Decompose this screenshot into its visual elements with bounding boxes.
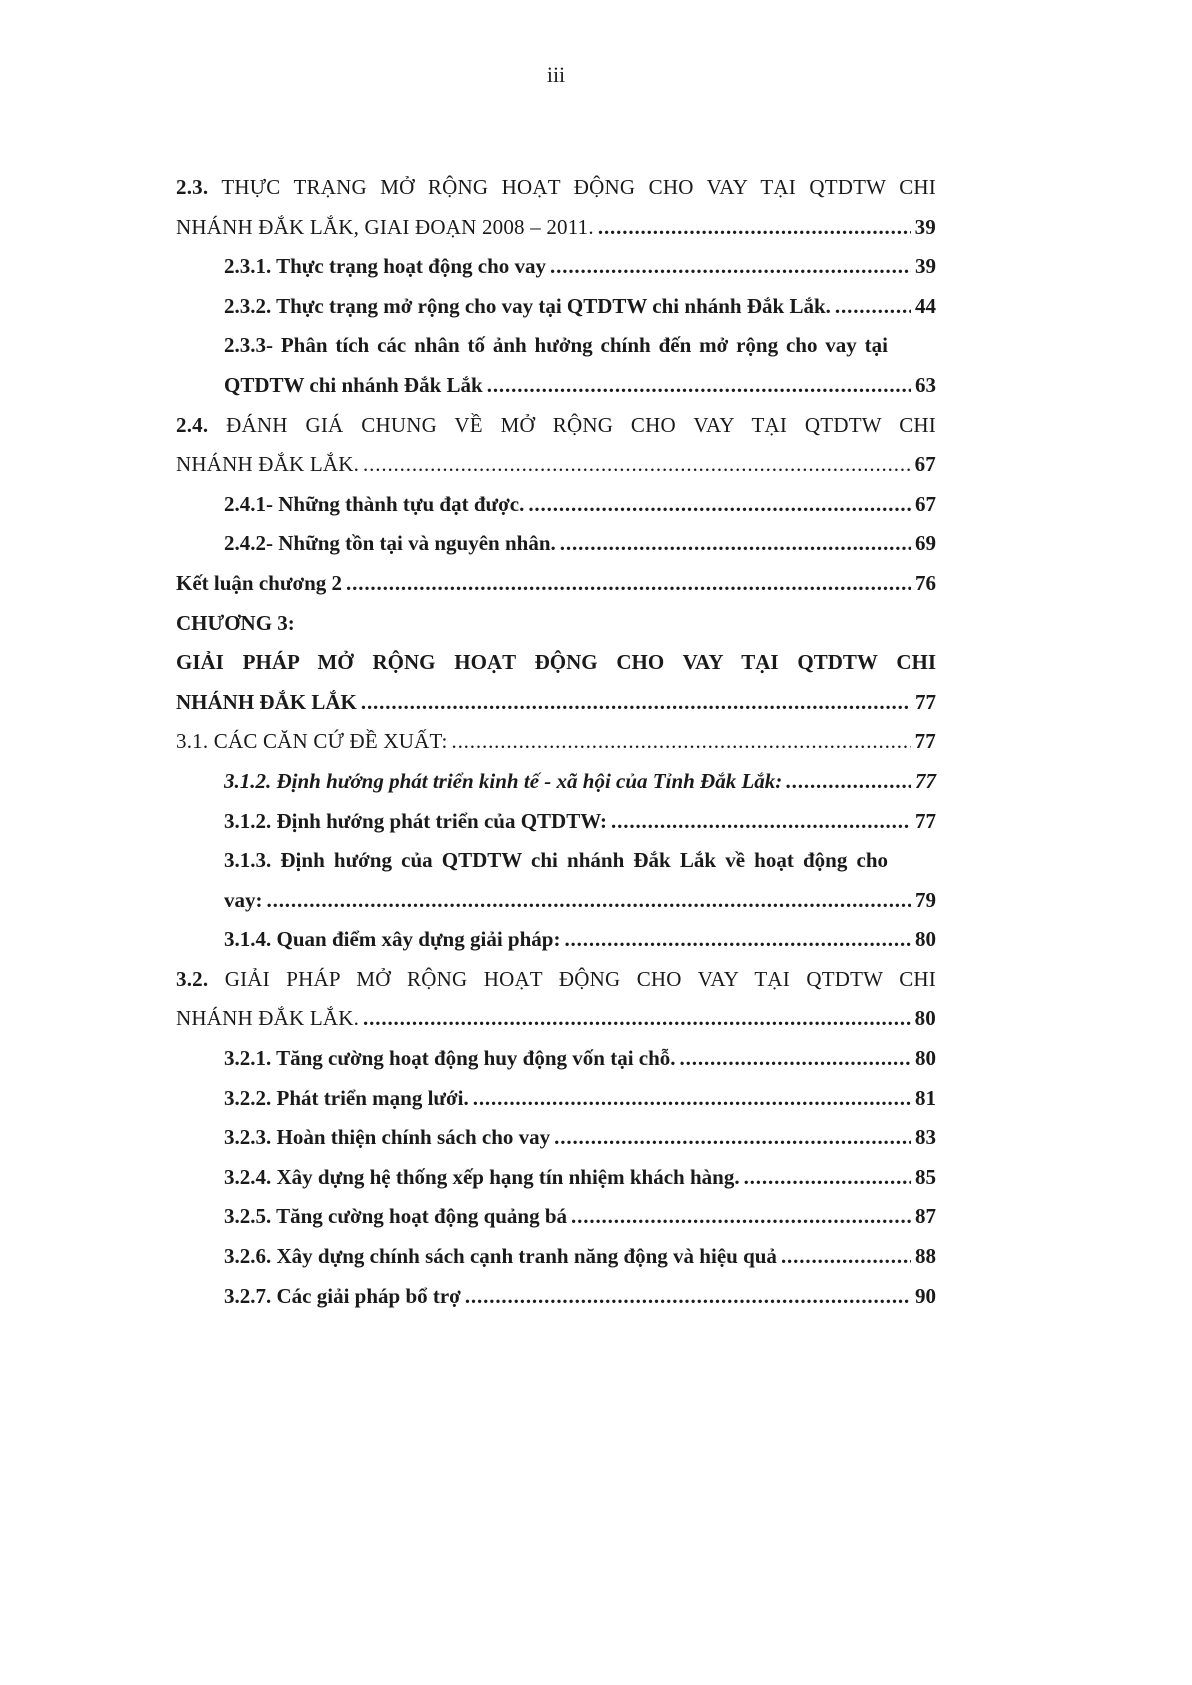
toc-leader xyxy=(564,920,911,960)
toc-entry-text: vay: xyxy=(224,887,263,912)
toc-entry-text: 3.1.4. Quan điểm xây dựng giải pháp: xyxy=(224,927,561,952)
toc-entry-3-1-4[interactable] xyxy=(224,920,936,960)
toc-page: 80 xyxy=(914,1006,936,1031)
toc-page: 63 xyxy=(915,372,936,397)
toc-leader xyxy=(680,1039,911,1079)
toc-entry-text: 2.4.1- Những thành tựu đạt được. xyxy=(224,491,525,516)
toc-entry-3-2-3[interactable] xyxy=(224,1118,936,1158)
toc-chapter-3-title-cont[interactable] xyxy=(176,683,936,723)
toc-page: 80 xyxy=(915,1046,936,1071)
toc-leader xyxy=(571,1197,911,1237)
toc-leader xyxy=(361,683,911,723)
toc-leader xyxy=(473,1079,911,1119)
toc-leader xyxy=(267,881,912,921)
toc-entry-text: 2.3.1. Thực trạng hoạt động cho vay xyxy=(224,254,547,279)
toc-entry-text: NHÁNH ĐẮK LẮK xyxy=(176,689,357,714)
toc-leader xyxy=(487,366,911,406)
toc-leader xyxy=(744,1158,911,1198)
toc-page: 39 xyxy=(914,214,936,239)
toc-entry-text: 3.1.2. Định hướng phát triển của QTDTW: xyxy=(224,808,608,833)
page-number: iii xyxy=(546,62,566,87)
toc-leader xyxy=(835,287,911,327)
toc-entry-text: NHÁNH ĐẮK LẮK, GIAI ĐOẠN 2008 – 2011. xyxy=(176,214,594,239)
toc-entry-3-1-2b[interactable] xyxy=(224,802,936,842)
toc-entry-2-4-1[interactable] xyxy=(224,485,936,525)
toc-entry-text: NHÁNH ĐẮK LẮK. xyxy=(176,1006,360,1031)
toc-entry-2-3-1[interactable] xyxy=(224,247,936,287)
toc-entry-2-3-2[interactable] xyxy=(224,287,936,327)
toc-leader xyxy=(363,999,911,1039)
toc-entry-number: 2.3. xyxy=(176,175,209,199)
toc-entry-3-1-3[interactable] xyxy=(224,841,936,881)
toc-entry-3-1-2a[interactable] xyxy=(224,762,936,802)
toc-entry-text: QTDTW chi nhánh Đắk Lắk xyxy=(224,372,483,397)
toc-entry-text: 2.4. ĐÁNH GIÁ CHUNG VỀ MỞ RỘNG CHO VAY TẠI QTDTW CHI xyxy=(176,412,936,437)
toc-entry-3-2-cont[interactable] xyxy=(176,999,936,1039)
toc-page: 69 xyxy=(915,531,936,556)
toc-page: 67 xyxy=(914,452,936,477)
toc-entry-number: 2.4. xyxy=(176,412,209,437)
toc-page: 44 xyxy=(915,293,936,318)
toc-leader xyxy=(781,1237,911,1277)
toc-entry-text: 3.1.3. Định hướng của QTDTW chi nhánh Đắk Lắk về hoạt động cho xyxy=(224,848,888,873)
toc-leader xyxy=(465,1277,911,1317)
toc-entry-3-2-2[interactable] xyxy=(224,1079,936,1119)
toc-entry-text: 2.3. THỰC TRẠNG MỞ RỘNG HOẠT ĐỘNG CHO VAY TẠI QTDTW CHI xyxy=(176,175,936,199)
toc-page: 77 xyxy=(914,729,936,754)
toc-page: 77 xyxy=(915,689,936,714)
toc-entry-text: 3.2.2. Phát triển mạng lưới. xyxy=(224,1085,469,1110)
toc-entry-text: 3.2.6. Xây dựng chính sách cạnh tranh năng động và hiệu quả xyxy=(224,1244,777,1269)
toc-page: 77 xyxy=(915,808,936,833)
toc-leader xyxy=(346,564,911,604)
toc-entry-2-4[interactable] xyxy=(176,406,936,446)
toc-entry-text: 3.2.1. Tăng cường hoạt động huy động vốn tại chỗ. xyxy=(224,1046,676,1071)
toc-entry-text: 2.3.3- Phân tích các nhân tố ảnh hưởng chính đến mở rộng cho vay tại xyxy=(224,333,888,358)
toc-entry-text: NHÁNH ĐẮK LẮK. xyxy=(176,452,360,477)
toc-leader xyxy=(554,1118,911,1158)
toc-entry-text: 3.2.4. Xây dựng hệ thống xếp hạng tín nhiệm khách hàng. xyxy=(224,1164,740,1189)
toc-entry-2-3-3-cont[interactable] xyxy=(224,366,936,406)
toc-entry-3-2-6[interactable] xyxy=(224,1237,936,1277)
toc-page: 80 xyxy=(915,927,936,952)
toc-entry-text: 3.2. GIẢI PHÁP MỞ RỘNG HOẠT ĐỘNG CHO VAY TẠI QTDTW CHI xyxy=(176,966,936,991)
toc-entry-3-2-4[interactable] xyxy=(224,1158,936,1198)
toc-entry-3-2-1[interactable] xyxy=(224,1039,936,1079)
toc-entry-text: 2.3.2. Thực trạng mở rộng cho vay tại QTDTW chi nhánh Đắk Lắk. xyxy=(224,293,831,318)
toc-entry-3-2[interactable] xyxy=(176,960,936,1000)
toc-entry-2-4-2[interactable] xyxy=(224,524,936,564)
toc-leader xyxy=(451,722,910,762)
toc-leader xyxy=(528,485,911,525)
toc-entry-2-3-3[interactable] xyxy=(224,326,936,366)
toc-entry-text: 3.2.7. Các giải pháp bổ trợ xyxy=(224,1283,461,1308)
toc-leader xyxy=(598,208,911,248)
toc-leader xyxy=(363,445,911,485)
toc-entry-2-3-cont[interactable] xyxy=(176,208,936,248)
toc-page: 90 xyxy=(915,1283,936,1308)
toc-entry-3-2-7[interactable] xyxy=(224,1277,936,1317)
toc-page: 87 xyxy=(915,1204,936,1229)
toc-entry-text: 3.1. CÁC CĂN CỨ ĐỀ XUẤT: xyxy=(176,729,448,754)
toc-page: 83 xyxy=(915,1125,936,1150)
toc-chapter-3-title[interactable] xyxy=(176,643,936,683)
toc-entry-ket-luan[interactable] xyxy=(176,564,936,604)
toc-page: 88 xyxy=(915,1244,936,1269)
toc-entry-text: 3.2.3. Hoàn thiện chính sách cho vay xyxy=(224,1125,551,1150)
toc-page: 79 xyxy=(915,887,936,912)
toc-page: 67 xyxy=(915,491,936,516)
toc-entry-text: 3.1.2. Định hướng phát triển kinh tế - xã hội của Tỉnh Đắk Lắk: xyxy=(224,768,783,793)
toc-entry-2-4-cont[interactable] xyxy=(176,445,936,485)
toc-entry-text: CHƯƠNG 3: xyxy=(176,610,295,635)
toc-page: 76 xyxy=(915,570,936,595)
toc-leader xyxy=(786,762,911,802)
toc-page: 77 xyxy=(915,768,936,793)
toc-entry-text: Kết luận chương 2 xyxy=(176,570,343,595)
toc-leader xyxy=(611,802,911,842)
toc-entry-text: GIẢI PHÁP MỞ RỘNG HOẠT ĐỘNG CHO VAY TẠI QTDTW CHI xyxy=(176,650,936,675)
toc-page: 85 xyxy=(915,1164,936,1189)
toc-leader xyxy=(550,247,911,287)
toc-entry-text: 2.4.2- Những tồn tại và nguyên nhân. xyxy=(224,531,556,556)
toc-entry-3-2-5[interactable] xyxy=(224,1197,936,1237)
toc-chapter-3-heading[interactable] xyxy=(176,604,936,644)
toc-entry-2-3[interactable] xyxy=(176,168,936,208)
toc-entry-text: 3.2.5. Tăng cường hoạt động quảng bá xyxy=(224,1204,568,1229)
toc-entry-3-1-3-cont[interactable] xyxy=(224,881,936,921)
table-of-contents xyxy=(176,168,936,1316)
toc-leader xyxy=(560,524,911,564)
toc-entry-3-1[interactable] xyxy=(176,722,936,762)
toc-page: 39 xyxy=(915,254,936,279)
toc-entry-number: 3.2. xyxy=(176,966,209,991)
toc-page: 81 xyxy=(915,1085,936,1110)
